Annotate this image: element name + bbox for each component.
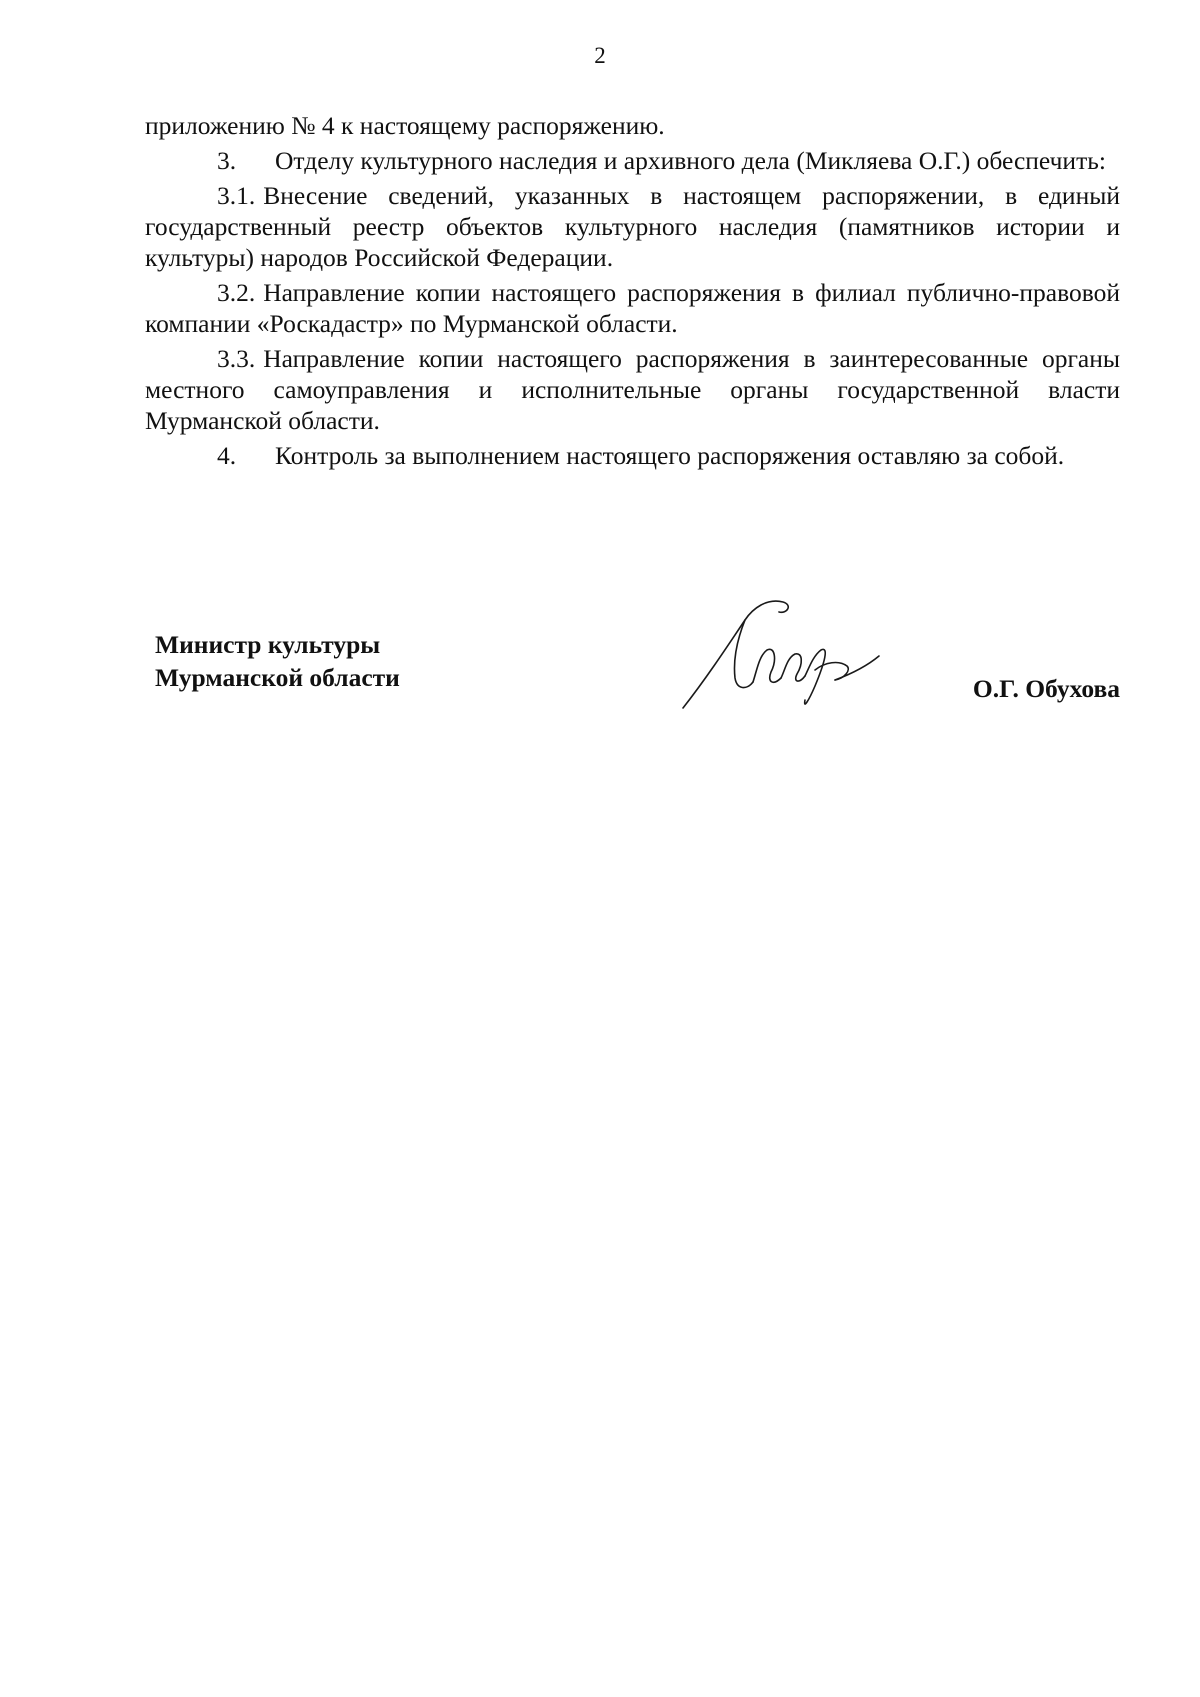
signer-position-line: Министр культуры [155,630,381,659]
item-number: 3.1. [217,181,256,210]
paragraph-item-3-1 [145,180,1120,273]
paragraph-item-3-3 [145,343,1120,436]
page-number: 2 [594,43,606,68]
document-body [145,110,1120,475]
paragraph-text: приложению № 4 к настоящему распоряжению. [145,111,665,140]
paragraph-item-3 [145,145,1120,176]
item-number: 4. [217,441,237,470]
item-number: 3.2. [217,278,256,307]
handwritten-signature-icon [675,590,885,720]
paragraph-item-3-2 [145,277,1120,339]
signature-block [155,628,1120,748]
item-number: 3. [217,146,237,175]
item-number: 3.3. [217,344,256,373]
signer-position-line: Мурманской области [155,663,400,692]
paragraph-text: Отделу культурного наследия и архивного дела (Микляева О.Г.) обеспечить: [275,146,1106,175]
paragraph-text: Контроль за выполнением настоящего распоряжения оставляю за собой. [275,441,1065,470]
signer-name: О.Г. Обухова [972,674,1120,703]
signer-position [155,628,400,694]
paragraph-item-4 [145,440,1120,471]
paragraph-text: Внесение сведений, указанных в настоящем распоряжении, в единый государственный реестр объектов культурного наследия (памятников истории и культуры) народов Российской Федерации. [145,181,1120,272]
paragraph-continuation [145,110,1120,141]
paragraph-text: Направление копии настоящего распоряжения в заинтересованные органы местного самоуправления и исполнительные органы государственной власти Мурманской области. [145,344,1120,435]
paragraph-text: Направление копии настоящего распоряжения в филиал публично-правовой компании «Роскадастр» по Мурманской области. [145,278,1120,338]
